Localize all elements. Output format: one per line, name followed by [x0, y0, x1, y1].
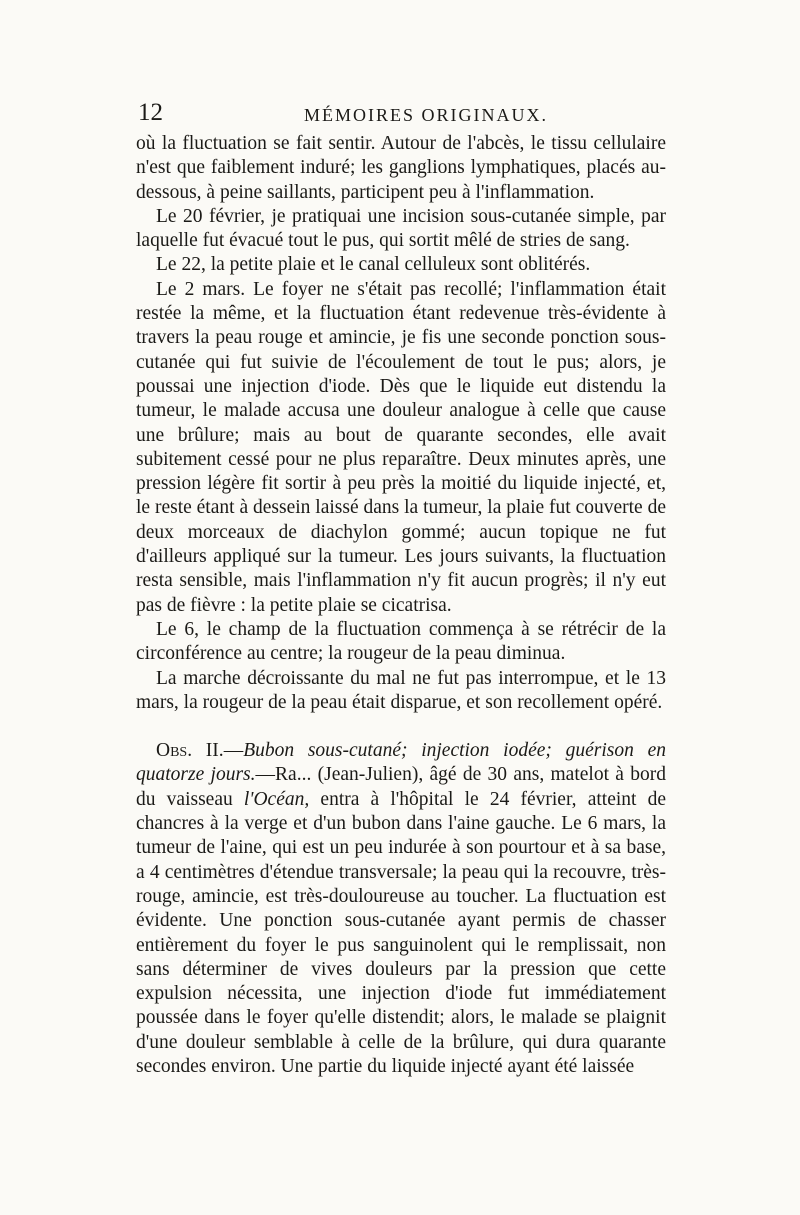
observation-patient: Ra... (Jean-Julien), âgé de 30 ans, matelot à bord du vaisseau: [136, 764, 666, 810]
observation-label: Obs. II.: [156, 740, 224, 762]
page-header: [136, 98, 664, 132]
paragraph-continuation: où la fluctuation se fait sentir. Autour de l'abcès, le tissu cellulaire n'est que faiblement induré; les ganglions lymphatiques, placés au-dessous, à peine saillants, participent peu à l'inflammation.: [136, 133, 666, 203]
observation-title: Bubon sous-cutané; injection iodée; guérison en quatorze jours.: [136, 740, 666, 786]
paragraph-feb-20: Le 20 février, je pratiquai une incision sous-cutanée simple, par laquelle fut évacué tout le pus, qui sortit mêlé de stries de sang.: [136, 205, 666, 252]
paragraph-mar-6: Le 6, le champ de la fluctuation commença à se rétrécir de la circonférence au centre; la rougeur de la peau diminua.: [136, 618, 666, 665]
running-title: MÉMOIRES ORIGINAUX.: [304, 105, 548, 125]
page-number: 12: [138, 99, 163, 126]
section-gap: [136, 715, 666, 739]
paragraph-mar-13: La marche décroissante du mal ne fut pas interrompue, et le 13 mars, la rougeur de la peau était disparue, et son recollement opéré.: [136, 667, 666, 713]
paragraph-feb-22: Le 22, la petite plaie et le canal celluleux sont oblitérés.: [156, 254, 591, 276]
observation-body: entra à l'hôpital le 24 février, atteint de chancres à la verge et d'un bubon dans l'aine gauche. Le 6 mars, la tumeur de l'aine, qui est un peu indurée à son pourtour et à sa base, a 4 centimètres d'étendue transversale; la peau qui la recouvre, très-rouge, amincie, est très-douloureuse au toucher. La fluctuation est évidente. Une ponction sous-cutanée ayant permis de chasser entièrement du foyer le pus sanguinolent qui le remplissait, non sans déterminer de vives douleurs par la pression que cette expulsion nécessita, une injection d'iode fut immédiatement poussée dans le foyer qu'elle distendit; alors, le malade se plaignit d'une douleur semblable à celle de la brûlure, qui dura quarante secondes environ. Une partie du liquide injecté ayant été laissée: [136, 788, 667, 1077]
observation-dash: —: [223, 740, 244, 762]
observation-paragraph: [136, 739, 666, 1079]
body-text: [136, 132, 666, 1079]
ship-name: l'Océan,: [243, 788, 310, 810]
observation-dash-2: —: [255, 764, 276, 786]
paragraph-mar-2: Le 2 mars. Le foyer ne s'était pas recollé; l'inflammation était restée la même, et la fluctuation étant redevenue très-évidente à travers la peau rouge et amincie, je fis une seconde ponction sous-cutanée qui fut suivie de l'écoulement de tout le pus; alors, je poussai une injection d'iode. Dès que le liquide eut distendu la tumeur, le malade accusa une douleur analogue à celle que cause une brûlure; mais au bout de quarante secondes, elle avait subitement cessé pour ne plus reparaître. Deux minutes après, une pression légère fit sortir à peu près la moitié du liquide injecté, et, le reste étant à dessein laissé dans la tumeur, la plaie fut couverte de deux morceaux de diachylon gommé; aucun topique ne fut d'ailleurs appliqué sur la tumeur. Les jours suivants, la fluctuation resta sensible, mais l'inflammation n'y fit aucun progrès; il n'y eut pas de fièvre : la petite plaie se cicatrisa.: [136, 278, 666, 616]
